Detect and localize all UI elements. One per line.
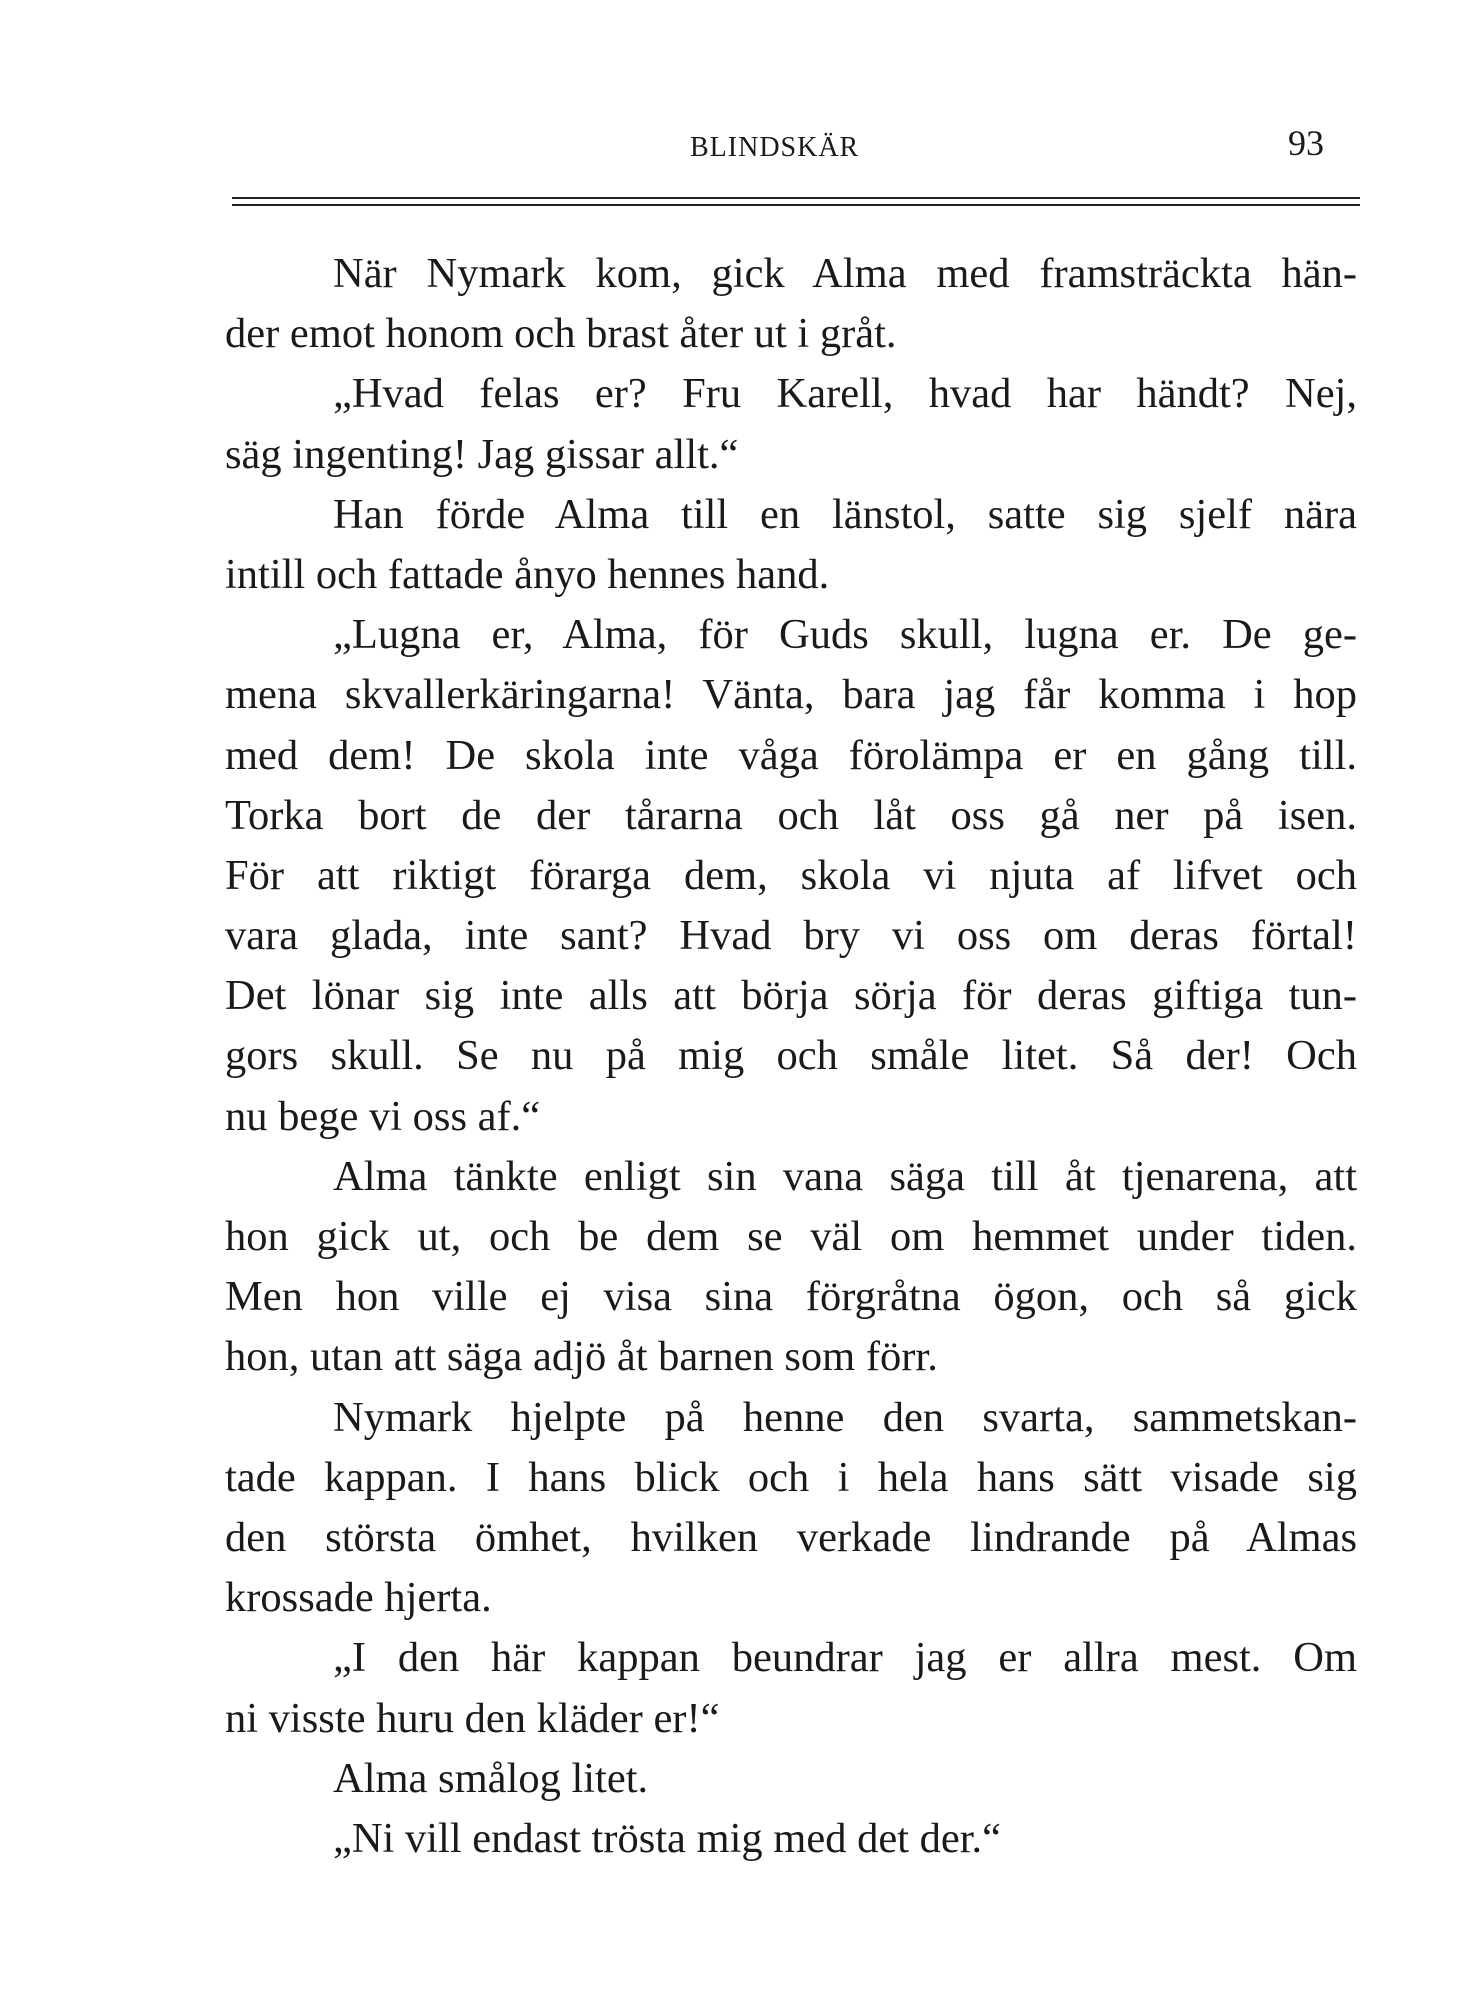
text-line: Nymark hjelpte på henne den svarta, sammetskan- bbox=[333, 1393, 1357, 1441]
text-line: „Hvad felas er? Fru Karell, hvad har händt? Nej, bbox=[333, 370, 1357, 418]
body-text bbox=[225, 244, 1357, 1869]
text-line: mena skvallerkäringarna! Vänta, bara jag får komma i hop bbox=[225, 671, 1357, 719]
header-rule-double bbox=[232, 204, 1360, 206]
text-line: Alma smålog litet. bbox=[333, 1754, 649, 1802]
text-line: För att riktigt förarga dem, skola vi njuta af lifvet och bbox=[225, 851, 1357, 899]
text-line: vara glada, inte sant? Hvad bry vi oss om deras förtal! bbox=[225, 912, 1357, 960]
text-line: ni visste huru den kläder er!“ bbox=[225, 1694, 720, 1742]
text-line: nu bege vi oss af.“ bbox=[225, 1092, 541, 1140]
text-line: „I den här kappan beundrar jag er allra mest. Om bbox=[333, 1634, 1357, 1682]
text-line: „Ni vill endast trösta mig med det der.“ bbox=[333, 1814, 1002, 1862]
text-line: När Nymark kom, gick Alma med framsträckta hän- bbox=[333, 250, 1357, 297]
running-head: BLINDSKÄR bbox=[690, 132, 860, 163]
text-line: säg ingenting! Jag gissar allt.“ bbox=[225, 430, 739, 478]
text-line: hon, utan att säga adjö åt barnen som förr. bbox=[225, 1333, 938, 1381]
text-line: „Lugna er, Alma, för Guds skull, lugna er. De ge- bbox=[333, 611, 1357, 659]
text-line: krossade hjerta. bbox=[225, 1574, 492, 1622]
text-line: gors skull. Se nu på mig och småle litet. Så der! Och bbox=[225, 1032, 1357, 1080]
text-line: intill och fattade ånyo hennes hand. bbox=[225, 550, 830, 598]
text-line: Torka bort de der tårarna och låt oss gå ner på isen. bbox=[225, 791, 1357, 839]
text-line: Alma tänkte enligt sin vana säga till åt tjenarena, att bbox=[333, 1152, 1357, 1200]
text-line: tade kappan. I hans blick och i hela hans sätt visade sig bbox=[225, 1453, 1357, 1501]
page-number: 93 bbox=[1288, 123, 1324, 163]
header-rule bbox=[232, 197, 1360, 199]
text-line: Han förde Alma till en länstol, satte sig sjelf nära bbox=[333, 490, 1357, 538]
text-line: Det lönar sig inte alls att börja sörja för deras giftiga tun- bbox=[225, 972, 1357, 1020]
text-line: med dem! De skola inte våga förolämpa er en gång till. bbox=[225, 731, 1357, 779]
text-line: den största ömhet, hvilken verkade lindrande på Almas bbox=[225, 1513, 1357, 1561]
text-line: Men hon ville ej visa sina förgråtna ögon, och så gick bbox=[225, 1273, 1357, 1321]
text-line: hon gick ut, och be dem se väl om hemmet under tiden. bbox=[225, 1213, 1357, 1260]
text-line: der emot honom och brast åter ut i gråt. bbox=[225, 310, 897, 358]
